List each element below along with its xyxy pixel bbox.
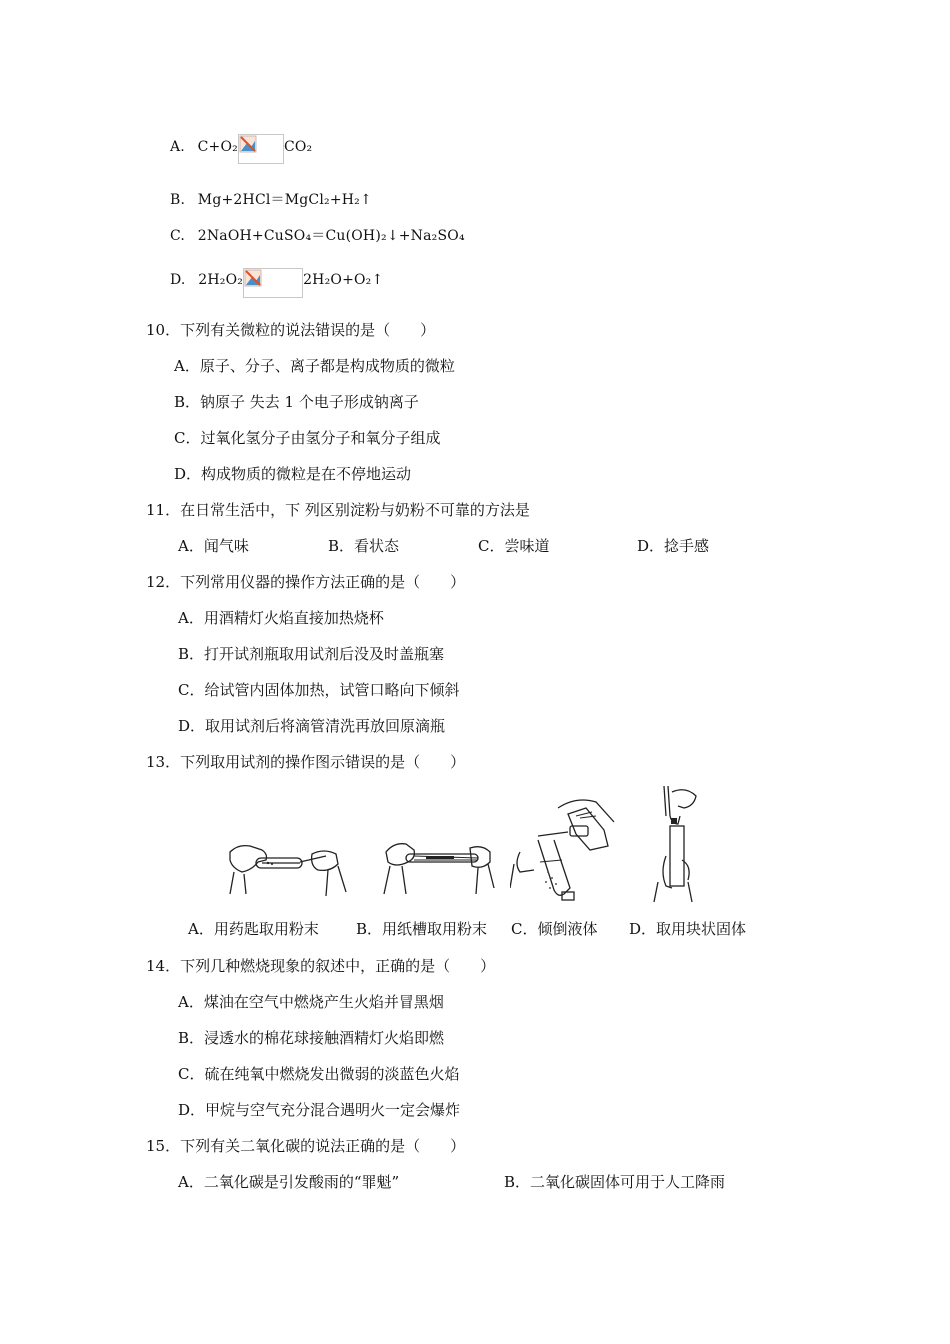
- q10-option-d: D．构成物质的微粒是在不停地运动: [174, 465, 412, 483]
- q10-option-c: C．过氧化氢分子由氢分子和氧分子组成: [174, 429, 441, 447]
- q10-option-b: B．钠原子 失去 1 个电子形成钠离子: [174, 393, 419, 411]
- option-label: A.: [170, 139, 185, 155]
- option-label: C.: [170, 228, 186, 244]
- q9-option-a: [170, 130, 312, 164]
- question-stem-13: 13．下列取用试剂的操作图示错误的是（ ）: [146, 753, 466, 771]
- q10-option-a: A．原子、分子、离子都是构成物质的微粒: [174, 357, 455, 375]
- q12-option-a: A．用酒精灯火焰直接加热烧杯: [178, 609, 384, 627]
- q13-caption-b: B．用纸槽取用粉末: [356, 920, 488, 938]
- q15-option-b: B．二氧化碳固体可用于人工降雨: [504, 1173, 726, 1191]
- broken-image-icon: [243, 268, 303, 298]
- q12-option-c: C．给试管内固体加热，试管口略向下倾斜: [178, 681, 460, 699]
- equation-right: 2H₂O+O₂↑: [303, 272, 384, 288]
- q13-figures: [222, 782, 742, 907]
- q15-option-a: A．二氧化碳是引发酸雨的“罪魁”: [178, 1173, 400, 1191]
- equation-right: CO₂: [283, 139, 313, 155]
- question-stem-14: 14．下列几种燃烧现象的叙述中，正确的是（ ）: [146, 957, 496, 975]
- equation: Mg+2HCl＝MgCl₂+H₂↑: [197, 192, 372, 208]
- question-stem-15: 15．下列有关二氧化碳的说法正确的是（ ）: [146, 1137, 466, 1155]
- q11-option-a: A．闻气味: [178, 537, 249, 555]
- q14-option-a: A．煤油在空气中燃烧产生火焰并冒黑烟: [178, 993, 444, 1011]
- q11-option-c: C．尝味道: [478, 537, 550, 555]
- q12-option-b: B．打开试剂瓶取用试剂后没及时盖瓶塞: [178, 645, 445, 663]
- block-solid-figure: [652, 782, 722, 906]
- q14-option-c: C．硫在纯氧中燃烧发出微弱的淡蓝色火焰: [178, 1065, 460, 1083]
- q11-option-d: D．捻手感: [637, 537, 710, 555]
- option-label: D.: [170, 272, 186, 288]
- q9-option-c: [170, 226, 465, 246]
- q11-option-b: B．看状态: [328, 537, 400, 555]
- q9-option-d: [170, 262, 383, 298]
- q14-option-b: B．浸透水的棉花球接触酒精灯火焰即燃: [178, 1029, 445, 1047]
- question-stem-12: 12．下列常用仪器的操作方法正确的是（ ）: [146, 573, 466, 591]
- broken-image-icon: [238, 134, 284, 164]
- question-stem-11: 11．在日常生活中，下 列区别淀粉与奶粉不可靠的方法是: [146, 501, 530, 519]
- q12-option-d: D．取用试剂后将滴管清洗再放回原滴瓶: [178, 717, 446, 735]
- option-label: B.: [170, 192, 186, 208]
- q13-caption-d: D．取用块状固体: [629, 920, 747, 938]
- spoon-powder-figure: [222, 832, 352, 902]
- q14-option-d: D．甲烷与空气充分混合遇明火一定会爆炸: [178, 1101, 461, 1119]
- equation-left: 2H₂O₂: [198, 272, 244, 288]
- paper-trough-figure: [378, 830, 498, 902]
- q13-caption-a: A．用药匙取用粉末: [188, 920, 319, 938]
- q13-caption-c: C．倾倒液体: [511, 920, 598, 938]
- equation-left: C+O₂: [197, 139, 238, 155]
- pour-liquid-figure: [510, 792, 622, 904]
- q9-option-b: [170, 190, 372, 210]
- question-stem-10: 10．下列有关微粒的说法错误的是（ ）: [146, 321, 436, 339]
- equation: 2NaOH+CuSO₄＝Cu(OH)₂↓+Na₂SO₄: [197, 228, 465, 244]
